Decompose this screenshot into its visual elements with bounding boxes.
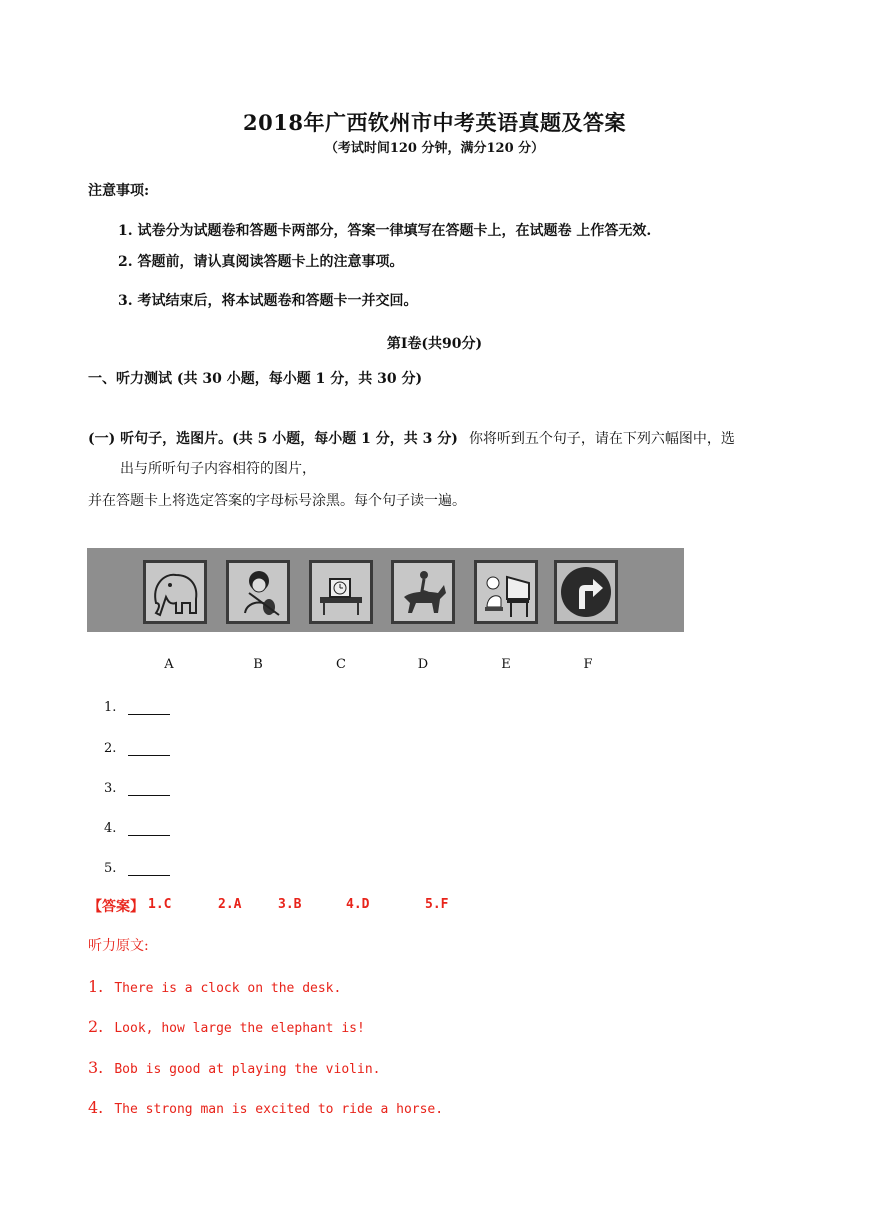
volume-title: 第Ⅰ卷(共90分) — [386, 336, 483, 352]
transcript-line: 4. The strong man is excited to ride a horse. — [88, 1098, 444, 1117]
picture-letter: E — [501, 657, 511, 672]
horse-rider-icon — [391, 560, 455, 624]
transcript-heading: 听力原文: — [88, 938, 149, 954]
part-heading: (一) 听句子，选图片。(共 5 小题，每小题 1 分，共 3 分) — [88, 431, 458, 447]
transcript-line: 3. Bob is good at playing the violin. — [88, 1058, 381, 1077]
answer-item: 3.B — [278, 897, 302, 912]
picture-letter: D — [417, 657, 429, 672]
answer-item: 4.D — [346, 897, 370, 912]
part-instruction-text: 出与所听句子内容相符的图片， — [120, 461, 316, 477]
picture-letter: F — [583, 657, 593, 672]
answer-blank[interactable]: 3. — [104, 777, 170, 796]
picture-letter: B — [253, 657, 263, 672]
notice-item: 3. 考试结束后，将本试题卷和答题卡一并交回。 — [118, 293, 418, 309]
answer-item: 1.C — [148, 897, 172, 912]
desk-clock-icon — [309, 560, 373, 624]
answer-blank[interactable]: 2. — [104, 737, 170, 756]
answer-blank[interactable]: 1. — [104, 696, 170, 715]
notice-item: 2. 答题前，请认真阅读答题卡上的注意事项。 — [118, 254, 404, 270]
transcript-line: 2. Look, how large the elephant is! — [88, 1017, 365, 1036]
section-heading: 一、听力测试 (共 30 小题，每小题 1 分，共 30 分) — [88, 371, 423, 387]
answer-blank[interactable]: 5. — [104, 857, 170, 876]
picture-strip — [87, 548, 684, 632]
picture-letter: C — [336, 657, 346, 672]
elephant-icon — [143, 560, 207, 624]
transcript-line: 1. There is a clock on the desk. — [88, 977, 342, 996]
exam-time-note: （考试时间120 分钟，满分120 分） — [324, 141, 545, 156]
violin-player-icon — [226, 560, 290, 624]
answer-item: 2.A — [218, 897, 242, 912]
part-instruction-text: 并在答题卡上将选定答案的字母标号涂黑。每个句子读一遍。 — [88, 493, 466, 509]
notice-heading: 注意事项: — [88, 183, 150, 199]
part-instruction-text: 你将听到五个句子，请在下列六幅图中，选 — [468, 431, 735, 447]
answer-blank[interactable]: 4. — [104, 817, 170, 836]
notice-item: 1. 试卷分为试题卷和答题卡两部分，答案一律填写在答题卡上，在试题卷 上作答无效. — [118, 223, 652, 239]
part-instructions — [88, 428, 798, 448]
page-title: 2018年广西钦州市中考英语真题及答案 — [243, 110, 626, 135]
piano-player-icon — [474, 560, 538, 624]
turn-right-sign-icon — [554, 560, 618, 624]
answer-label: 【答案】 — [88, 899, 144, 915]
answer-item: 5.F — [425, 897, 449, 912]
picture-letter: A — [164, 657, 174, 672]
